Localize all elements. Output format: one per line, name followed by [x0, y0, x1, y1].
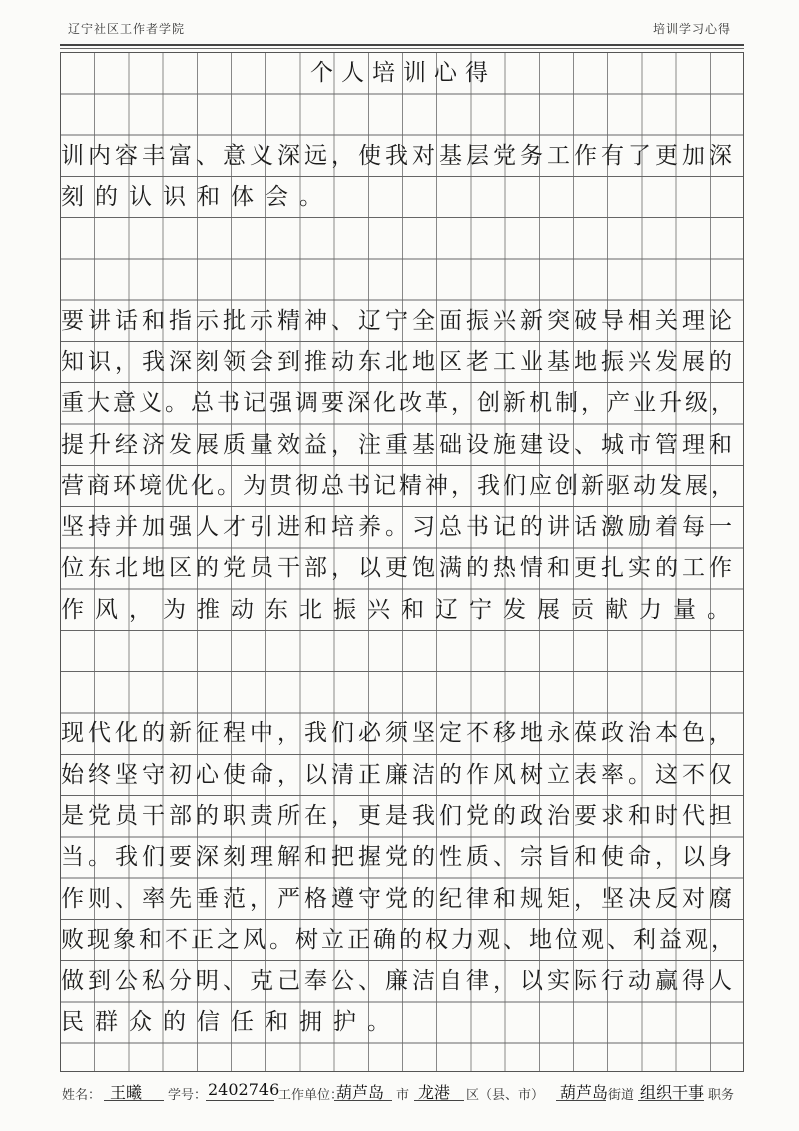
essay-line	[61, 94, 799, 135]
name-underline	[104, 1100, 164, 1101]
essay-line	[61, 259, 799, 300]
street-label: 街道	[608, 1088, 635, 1103]
essay-line: 知识，我深刻领会到推动东北地区老工业基地振兴发展的	[61, 348, 736, 375]
essay-line: 是党员干部的职责所在，更是我们党的政治要求和时代担	[61, 803, 736, 830]
city-underline	[334, 1100, 392, 1101]
district-value: 龙港	[418, 1083, 451, 1102]
street-underline	[556, 1100, 606, 1101]
name-label: 姓名：	[62, 1088, 102, 1103]
essay-line: 作风，为推动东北振兴和辽宁发展贡献力量。	[61, 596, 741, 623]
district-label: 区（县、市）	[466, 1088, 545, 1103]
essay-line: 败现象和不正之风。树立正确的权力观、地位观、利益观，	[61, 926, 737, 953]
id-underline	[206, 1100, 274, 1101]
essay-line: 民群众的信任和拥护。	[61, 1009, 401, 1036]
essay-line: 刻的认识和体会。	[61, 183, 333, 210]
header-doc-type: 培训学习心得	[652, 22, 731, 36]
essay-line: 要讲话和指示批示精神、辽宁全面振兴新突破导相关理论	[61, 307, 736, 334]
grid-paper	[60, 52, 744, 1072]
essay-line: 营商环境优化。为贯彻总书记精神，我们应创新驱动发展，	[61, 472, 737, 499]
position-underline	[638, 1100, 704, 1101]
position-value: 组织干事	[640, 1083, 705, 1102]
header-school-name: 辽宁社区工作者学院	[68, 22, 186, 36]
city-value: 葫芦岛	[336, 1083, 385, 1102]
header-rule	[60, 44, 744, 46]
essay-line: 提升经济发展质量效益，注重基础设施建设、城市管理和	[61, 431, 736, 458]
essay-line: 现代化的新征程中，我们必须坚定不移地永葆政治本色，	[61, 720, 736, 747]
essay-line: 当。我们要深刻理解和把握党的性质、宗旨和使命，以身	[61, 844, 736, 871]
name-value: 王曦	[110, 1083, 143, 1102]
work-unit-label: 工作单位：	[278, 1088, 344, 1103]
section-heading	[61, 631, 799, 672]
essay-line: 始终坚守初心使命，以清正廉洁的作风树立表率。这不仅	[61, 761, 736, 788]
city-label: 市	[396, 1088, 410, 1103]
district-underline	[414, 1100, 464, 1101]
essay-line: 训内容丰富、意义深远，使我对基层党务工作有了更加深	[61, 142, 736, 169]
section-heading	[61, 218, 799, 259]
essay-line: 重大意义。总书记强调要深化改革，创新机制，产业升级，	[61, 390, 737, 417]
student-id-value: 2402746	[208, 1080, 280, 1099]
essay-title: 个人培训心得	[310, 60, 496, 86]
street-value: 葫芦岛	[560, 1083, 609, 1102]
essay-line: 做到公私分明、克己奉公、廉洁自律，以实际行动赢得人	[61, 968, 736, 995]
position-label: 职务	[708, 1088, 735, 1103]
student-id-label: 学号：	[168, 1088, 208, 1103]
essay-line: 位东北地区的党员干部，以更饱满的热情和更扎实的工作	[61, 555, 736, 582]
header-rule-thin	[60, 48, 744, 49]
essay-line: 作则、率先垂范，严格遵守党的纪律和规矩，坚决反对腐	[61, 885, 736, 912]
essay-line: 坚持并加强人才引进和培养。习总书记的讲话激励着每一	[61, 514, 736, 541]
essay-line	[61, 672, 799, 713]
